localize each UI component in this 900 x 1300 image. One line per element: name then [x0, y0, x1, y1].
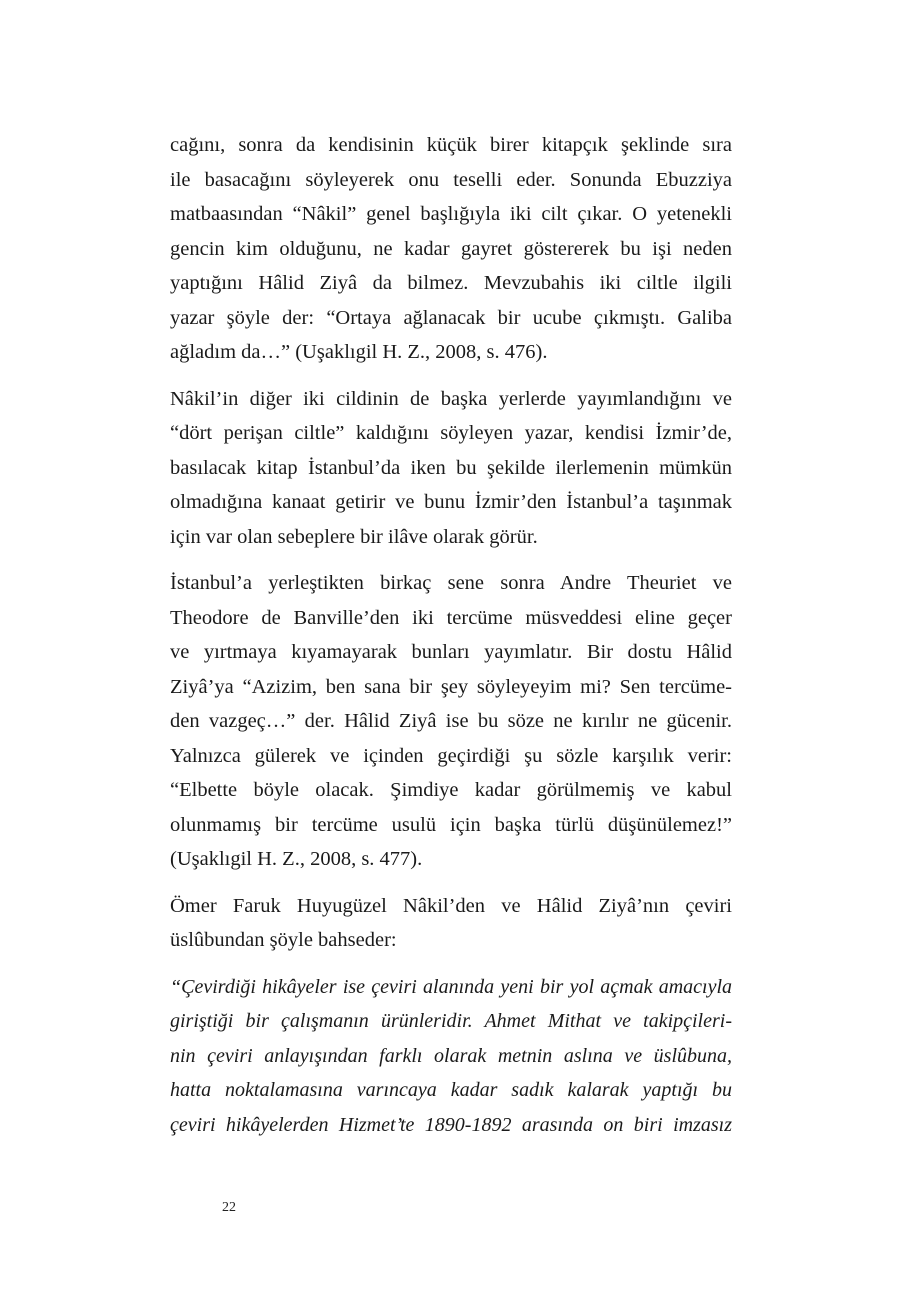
paragraph-4 — [170, 889, 732, 958]
paragraph-1 — [170, 128, 732, 370]
quote-line: nin çeviri anlayışından farklı olarak metnin aslına ve üslûbuna, — [170, 1044, 732, 1067]
text-line: olmadığına kanaat getirir ve bunu İzmir’den İstanbul’a taşınmak — [170, 491, 732, 513]
block-quote — [170, 970, 732, 1143]
text-line: Ziyâ’ya “Azizim, ben sana bir şey söyleyeyim mi? Sen tercüme- — [170, 675, 732, 698]
text-line: için var olan sebeplere bir ilâve olarak görür. — [170, 525, 538, 548]
paragraph-gap — [170, 554, 732, 566]
text-line: Yalnızca gülerek ve içinden geçirdiği şu sözle karşılık verir: — [170, 744, 732, 767]
text-line: (Uşaklıgil H. Z., 2008, s. 477). — [170, 848, 423, 870]
text-line: olunmamış bir tercüme usulü için başka türlü düşünülemez!” — [170, 813, 732, 836]
page-body — [170, 128, 732, 1142]
text-line: gencin kim olduğunu, ne kadar gayret göstererek bu işi neden — [170, 237, 732, 260]
paragraph-gap — [170, 958, 732, 970]
text-line: ile basacağını söyleyerek onu teselli eder. Sonunda Ebuzziya — [170, 168, 732, 191]
quote-line: çeviri hikâyelerden Hizmet’te 1890-1892 arasında on biri imzasız — [170, 1113, 732, 1136]
paragraph-2 — [170, 382, 732, 555]
text-line: Nâkil’in diğer iki cildinin de başka yerlerde yayımlandığını ve — [170, 387, 732, 410]
text-line: yaptığını Hâlid Ziyâ da bilmez. Mevzubahis iki ciltle ilgili — [170, 272, 732, 294]
page-number: 22 — [222, 1200, 236, 1215]
paragraph-3 — [170, 566, 732, 877]
paragraph-gap — [170, 370, 732, 382]
text-line: “dört perişan ciltle” kaldığını söyleyen yazar, kendisi İzmir’de, — [170, 422, 732, 444]
text-line: den vazgeç…” der. Hâlid Ziyâ ise bu söze ne kırılır ne gücenir. — [170, 710, 732, 732]
text-line: basılacak kitap İstanbul’da iken bu şekilde ilerlemenin mümkün — [170, 456, 732, 479]
quote-line: giriştiği bir çalışmanın ürünleridir. Ahmet Mithat ve takipçileri- — [170, 1010, 732, 1032]
text-line: Ömer Faruk Huyugüzel Nâkil’den ve Hâlid Ziyâ’nın çeviri — [170, 894, 732, 917]
text-line: matbaasından “Nâkil” genel başlığıyla iki cilt çıkar. O yetenekli — [170, 203, 732, 225]
paragraph-gap — [170, 877, 732, 889]
text-line: “Elbette böyle olacak. Şimdiye kadar görülmemiş ve kabul — [170, 779, 732, 801]
text-line: yazar şöyle der: “Ortaya ağlanacak bir ucube çıkmıştı. Galiba — [170, 306, 732, 329]
quote-line: hatta noktalamasına varıncaya kadar sadık kalarak yaptığı bu — [170, 1079, 732, 1101]
text-line: ağladım da…” (Uşaklıgil H. Z., 2008, s. 476). — [170, 341, 548, 363]
text-line: cağını, sonra da kendisinin küçük birer kitapçık şeklinde sıra — [170, 134, 732, 156]
text-line: üslûbundan şöyle bahseder: — [170, 929, 397, 951]
text-line: Theodore de Banville’den iki tercüme müsveddesi eline geçer — [170, 606, 732, 629]
quote-line: “Çevirdiği hikâyeler ise çeviri alanında yeni bir yol açmak amacıyla — [170, 975, 732, 998]
text-line: ve yırtmaya kıyamayarak bunları yayımlatır. Bir dostu Hâlid — [170, 641, 732, 663]
text-line: İstanbul’a yerleştikten birkaç sene sonra Andre Theuriet ve — [170, 572, 732, 594]
